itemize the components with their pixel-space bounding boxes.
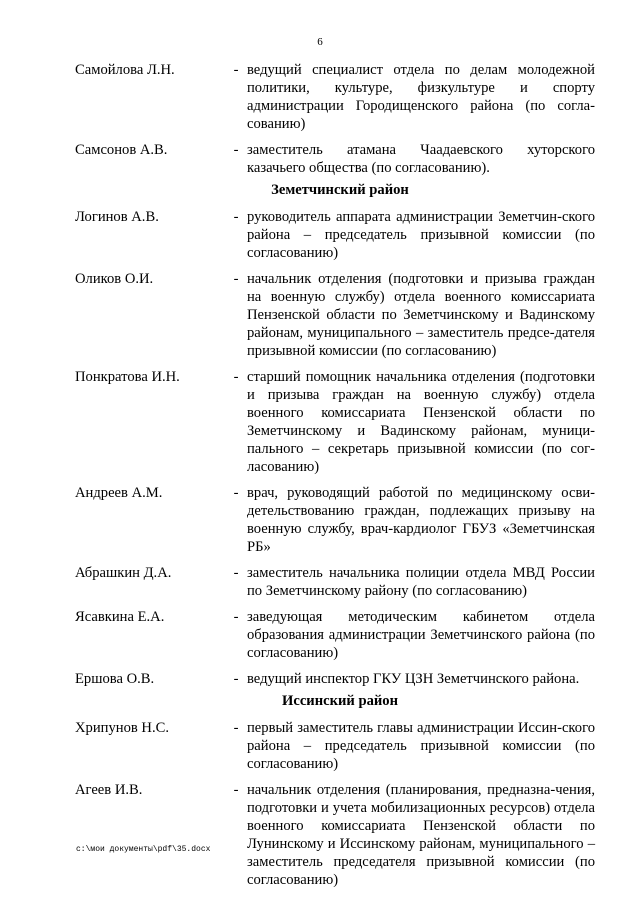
entry-samoylova [75, 61, 595, 133]
document-body [75, 61, 595, 889]
person-role: заместитель начальника полиции отдела МВД России по Земетчинскому району (по согласованию) [247, 565, 595, 599]
dash: - [233, 369, 239, 385]
person-name: Андреев А.М. [75, 485, 163, 501]
person-role: старший помощник начальника отделения (подготовки и призыва граждан на военную службу) отдела военного комиссариата Пензенской области по Земетчинскому и Вадинскому районам, муници-пального – секретарь призывной комиссии (по сог-ласованию) [247, 369, 595, 475]
person-role: начальник отделения (планирования, предназна-чения, подготовки и учета мобилизационных ресурсов) отдела военного комиссариата Пензенской области по Лунинскому и Иссинскому районам, муниципального – заместитель председателя призывной комиссии (по согласованию) [247, 782, 595, 888]
person-role: врач, руководящий работой по медицинскому осви-детельствованию граждан, подлежащих призыву на военную службу, врач-кардиолог ГБУЗ «Земетчинская РБ» [247, 485, 595, 555]
person-role: ведущий инспектор ГКУ ЦЗН Земетчинского района. [247, 671, 580, 687]
district-heading-zemetchino: Земетчинский район [271, 182, 409, 198]
dash: - [233, 609, 239, 625]
page-number: 6 [317, 36, 323, 48]
person-role: руководитель аппарата администрации Земетчин-ского района – председатель призывной комиссии (по согласованию) [247, 209, 595, 261]
person-role: заместитель атамана Чаадаевского хуторского казачьего общества (по согласованию). [247, 142, 595, 176]
entry-loginov [75, 208, 595, 262]
person-name: Оликов О.И. [75, 271, 154, 287]
person-name: Хрипунов Н.С. [75, 720, 169, 736]
dash: - [233, 209, 239, 225]
person-name: Самсонов А.В. [75, 142, 168, 158]
person-name: Понкратова И.Н. [75, 369, 180, 385]
person-name: Ясавкина Е.А. [75, 609, 165, 625]
dash: - [233, 671, 239, 687]
entry-samsonov [75, 141, 595, 177]
person-role: ведущий специалист отдела по делам молодежной политики, культуре, физкультуре и спорту администрации Городищенского района (по согла-сованию) [247, 62, 595, 132]
entry-ageev [75, 781, 595, 889]
person-role: заведующая методическим кабинетом отдела образования администрации Земетчинского района (по согласованию) [247, 609, 595, 661]
person-name: Абрашкин Д.А. [75, 565, 172, 581]
entry-yasavkina [75, 608, 595, 662]
entry-abrashkin [75, 564, 595, 600]
person-name: Логинов А.В. [75, 209, 159, 225]
dash: - [233, 271, 239, 287]
person-name: Агеев И.В. [75, 782, 143, 798]
dash: - [233, 142, 239, 158]
dash: - [233, 720, 239, 736]
file-path-footer: c:\мои документы\pdf\35.docx [76, 845, 211, 854]
person-name: Самойлова Л.Н. [75, 62, 175, 78]
entry-khripunov [75, 719, 595, 773]
dash: - [233, 62, 239, 78]
entry-andreev [75, 484, 595, 556]
person-role: начальник отделения (подготовки и призыва граждан на военную службу) отдела военного комиссариата Пензенской области по Земетчинскому и Вадинскому районам, муниципального – заместитель предсе-дателя призывной комиссии (по согласованию) [247, 271, 595, 359]
dash: - [233, 782, 239, 798]
entry-ponkratova [75, 368, 595, 476]
dash: - [233, 485, 239, 501]
entry-ershova [75, 670, 595, 688]
entry-olikov [75, 270, 595, 360]
person-role: первый заместитель главы администрации Иссин-ского района – председатель призывной комиссии (по согласованию) [247, 720, 595, 772]
district-heading-issa: Иссинский район [281, 693, 398, 709]
person-name: Ершова О.В. [75, 671, 155, 687]
dash: - [233, 565, 239, 581]
